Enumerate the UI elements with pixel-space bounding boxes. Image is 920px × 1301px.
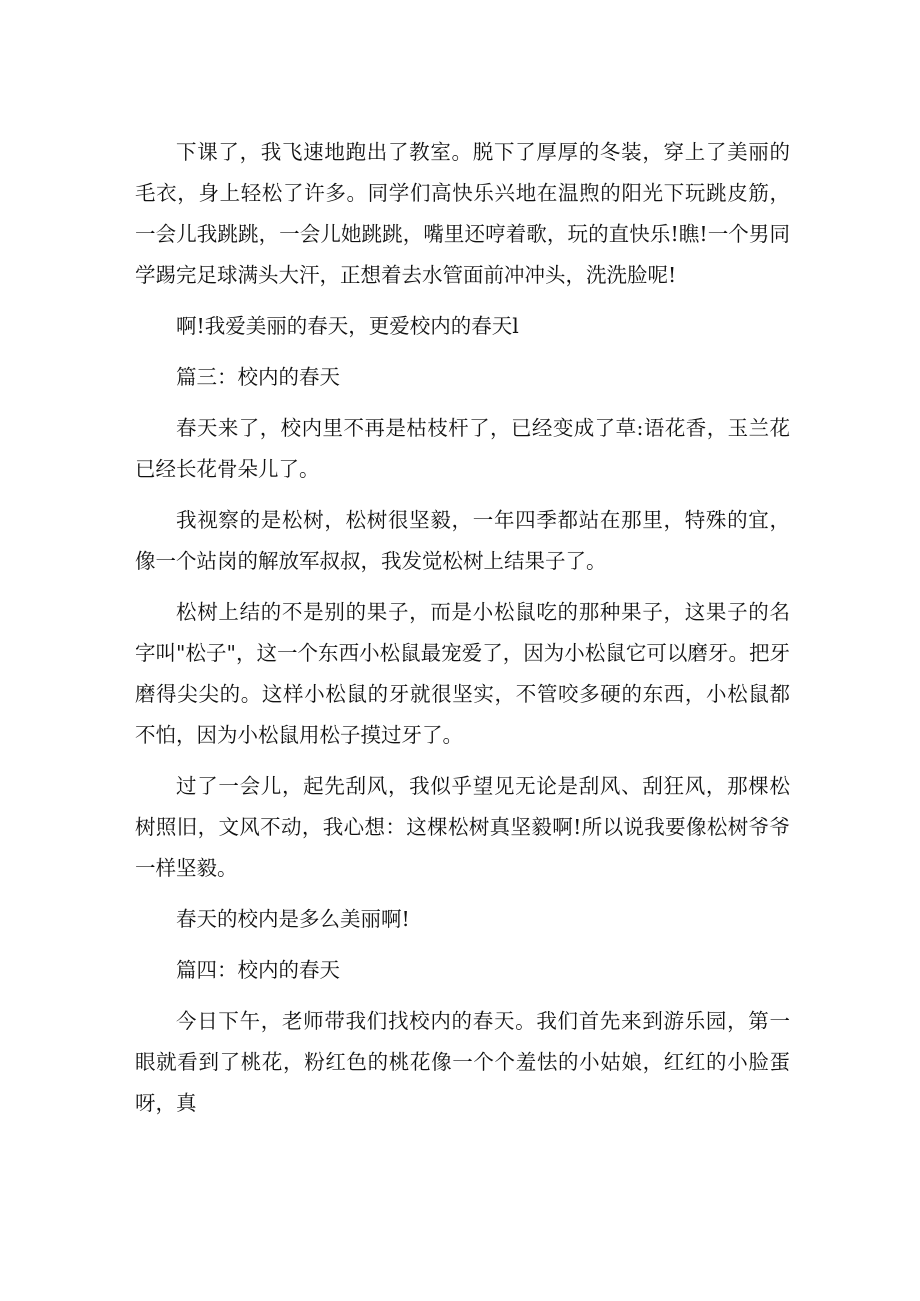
paragraph: 下课了，我飞速地跑出了教室。脱下了厚厚的冬装，穿上了美丽的毛衣，身上轻松了许多。同学们高快乐兴地在温煦的阳光下玩跳皮筋，一会儿我跳跳，一会儿她跳跳，嘴里还哼着歌，玩的直快乐!瞧!一个男同学踢完足球满头大汗，正想着去水管面前冲冲头，洗洗脸呢! (135, 140, 790, 287)
paragraph: 松树上结的不是别的果子，而是小松鼠吃的那种果子，这果子的名字叫"松子"，这一个东西小松鼠最宠爱了，因为小松鼠它可以磨牙。把牙磨得尖尖的。这样小松鼠的牙就很坚实，不管咬多硬的东西，小松鼠都不怕，因为小松鼠用松子摸过牙了。 (135, 600, 790, 747)
paragraph: 我视察的是松树，松树很坚毅，一年四季都站在那里，特殊的宜，像一个站岗的解放军叔叔，我发觉松树上结果子了。 (135, 508, 790, 573)
paragraph: 今日下午，老师带我们找校内的春天。我们首先来到游乐园，第一眼就看到了桃花，粉红色的桃花像一个个羞怯的小姑娘，红红的小脸蛋呀，真 (135, 1009, 790, 1115)
document-body (135, 132, 790, 1134)
paragraph: 过了一会儿，起先刮风，我似乎望见无论是刮风、刮狂风，那棵松树照旧，文风不动，我心想：这棵松树真坚毅啊!所以说我要像松树爷爷一样坚毅。 (135, 774, 790, 880)
section-heading: 篇四：校内的春天 (176, 958, 340, 982)
paragraph: 春天的校内是多么美丽啊! (176, 907, 410, 931)
paragraph: 啊!我爱美丽的春天，更爱校内的春天l (176, 314, 519, 338)
section-heading: 篇三：校内的春天 (176, 365, 340, 389)
paragraph: 春天来了，校内里不再是枯枝杆了，已经变成了草:语花香，玉兰花已经长花骨朵儿了。 (135, 416, 790, 481)
